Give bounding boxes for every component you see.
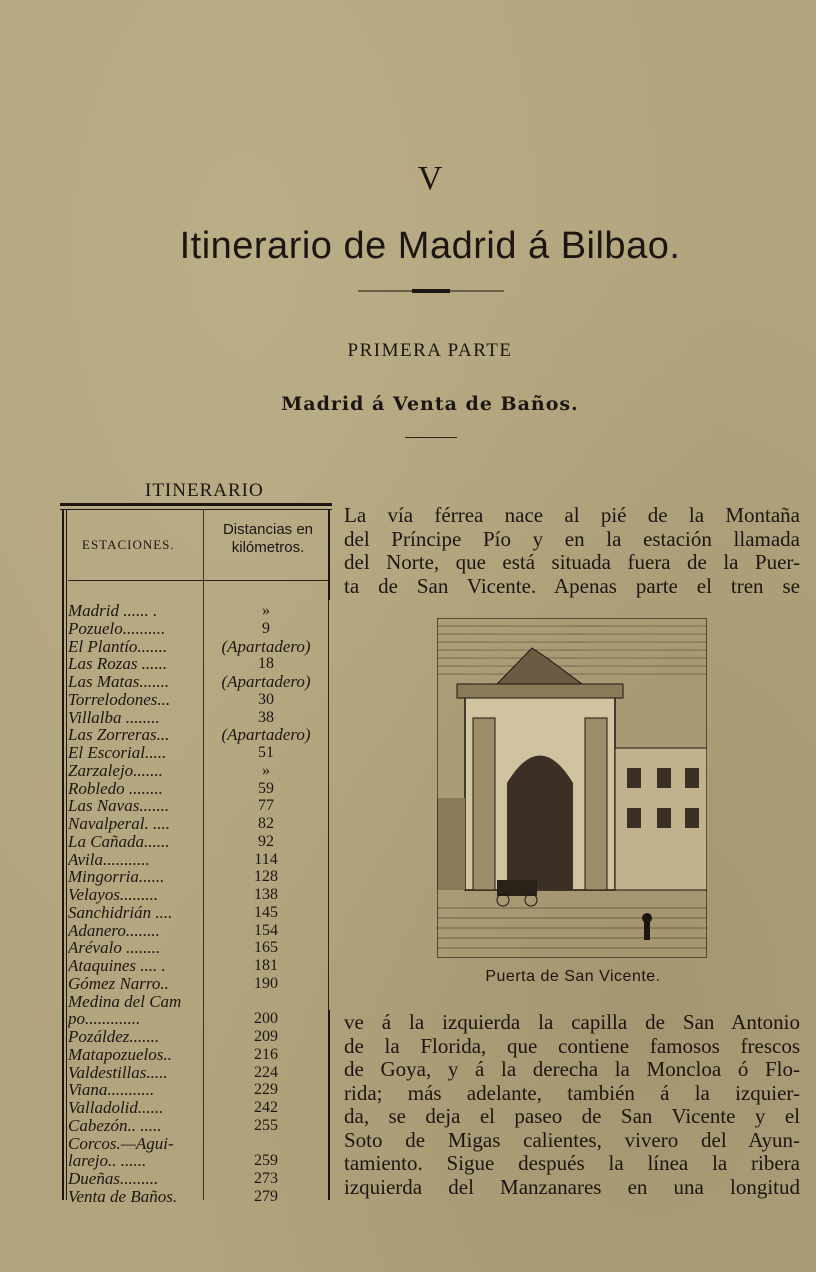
chapter-number: V: [417, 160, 443, 197]
station-name: Pozáldez.......: [68, 1027, 160, 1046]
station-name: Cabezón.. .....: [68, 1115, 162, 1135]
station-name: El Plantío.......: [68, 636, 168, 656]
station-name: Sanchidrián ....: [68, 902, 173, 922]
part-heading: PRIMERA PARTE: [347, 340, 513, 361]
header-distances-line1: Distancias en: [222, 521, 314, 538]
station-name: Robledo ........: [68, 778, 163, 798]
text-line: del Norte, que está situada fuera de la Puer-: [344, 550, 800, 574]
station-name: Avila...........: [68, 849, 150, 869]
station-name: Velayos.........: [68, 885, 159, 904]
station-name: Dueñas.........: [68, 1169, 159, 1188]
table-top-rule-thin: [60, 509, 332, 510]
title-ornament-rule: [358, 288, 504, 294]
station-distance: 9: [262, 619, 270, 637]
itinerary-table: [60, 503, 332, 1206]
station-name: Matapozuelos..: [68, 1044, 172, 1064]
station-name: Las Rozas ......: [68, 654, 168, 674]
station-name: Venta de Baños.: [68, 1186, 178, 1206]
station-distance: 18: [258, 655, 274, 673]
station-distance: 38: [258, 708, 274, 726]
station-name: Valdestillas.....: [68, 1062, 168, 1082]
station-distance: 145: [254, 903, 278, 921]
station-name: Gómez Narro..: [68, 973, 169, 993]
table-left-border: [62, 509, 64, 1200]
station-name: Valladolid......: [68, 1098, 164, 1117]
station-distance: 77: [258, 797, 274, 815]
text-line: Soto de Migas calientes, vivero del Ayun-: [344, 1127, 800, 1152]
station-distance: 255: [254, 1116, 278, 1134]
header-rule: [68, 580, 328, 581]
station-name: El Escorial.....: [68, 743, 167, 762]
station-distance: 273: [254, 1170, 278, 1187]
text-line: del Príncipe Pío y en la estación llamada: [344, 526, 800, 551]
header-distances-line2: kilómetros.: [231, 539, 305, 556]
station-distance: 51: [258, 744, 274, 761]
paragraph-intro: [344, 504, 800, 598]
station-distance: (Apartadero): [221, 672, 311, 691]
station-name: Adanero........: [68, 920, 160, 940]
header-distances: [208, 521, 328, 557]
station-name: La Cañada......: [68, 831, 170, 851]
station-distance: 154: [254, 921, 278, 939]
station-distance: »: [262, 602, 270, 619]
station-name: Las Matas.......: [68, 672, 170, 691]
station-name: Mingorria......: [68, 867, 165, 887]
station-name: Torrelodones...: [68, 689, 171, 709]
section-divider: [405, 437, 457, 438]
station-distance: 259: [254, 1152, 278, 1170]
station-distance: 165: [254, 939, 278, 957]
text-line: izquierda del Manzanares en una longitud: [344, 1174, 800, 1199]
station-name: Villalba ........: [68, 707, 160, 727]
station-distance: 200: [254, 1010, 278, 1028]
station-distance: 279: [254, 1187, 278, 1205]
text-line: La vía férrea nace al pié de la Montaña: [344, 503, 800, 527]
station-name: Pozuelo..........: [68, 618, 166, 638]
station-name: Las Navas.......: [68, 796, 170, 816]
station-distance: »: [262, 761, 270, 779]
station-distance: 114: [254, 850, 278, 868]
station-name: Las Zorreras...: [68, 725, 170, 745]
station-name: Ataquines .... .: [68, 956, 166, 975]
station-distance: 229: [254, 1081, 278, 1099]
station-name: Viana...........: [68, 1080, 155, 1100]
station-name: Medina del Cam: [68, 991, 182, 1011]
station-distance: 216: [254, 1045, 278, 1063]
text-line: tamiento. Sigue después la línea la ribera: [344, 1151, 800, 1175]
text-line: de Goya, y á la derecha la Moncloa ó Flo-: [344, 1057, 800, 1081]
station-distance: 209: [254, 1028, 278, 1045]
puerta-san-vicente-engraving: [437, 618, 707, 958]
station-distance: 190: [254, 974, 278, 992]
text-column-rule-bottom: [328, 1010, 330, 1200]
text-line: ve á la izquierda la capilla de San Antonio: [344, 1010, 800, 1034]
station-distance: 82: [258, 815, 274, 832]
station-distance: 138: [254, 886, 278, 903]
section-subtitle: Madrid á Venta de Baños.: [281, 393, 579, 415]
station-name: larejo.. ......: [68, 1151, 147, 1171]
text-column-rule-top: [328, 510, 330, 600]
station-name: po.............: [68, 1009, 141, 1029]
station-distance: 92: [258, 832, 274, 850]
paragraph-continued: [344, 1011, 800, 1199]
text-line: rida; más adelante, también á la izquier-: [344, 1080, 800, 1105]
figure-caption: Puerta de San Vicente.: [485, 968, 661, 985]
station-name: Zarzalejo.......: [68, 760, 163, 780]
itinerary-label: ITINERARIO: [145, 480, 264, 501]
text-line: da, se deja el paseo de San Vicente y el: [344, 1104, 800, 1128]
station-distance: (Apartadero): [221, 636, 311, 656]
text-line: ta de San Vicente. Apenas parte el tren se: [344, 573, 800, 598]
station-name: Madrid ...... .: [68, 601, 158, 620]
station-distance: 128: [254, 868, 278, 886]
station-name: Corcos.—Agui-: [68, 1133, 174, 1153]
station-name: Navalperal. ....: [68, 814, 170, 833]
station-distance: 59: [258, 779, 274, 797]
station-distance: (Apartadero): [221, 725, 311, 745]
text-line: de la Florida, que contiene famosos frescos: [344, 1033, 800, 1058]
station-distance: 30: [258, 690, 274, 708]
table-top-rule: [60, 503, 332, 506]
page-title: Itinerario de Madrid á Bilbao.: [179, 225, 681, 267]
station-distance: 242: [254, 1099, 278, 1116]
header-stations: ESTACIONES.: [82, 537, 175, 552]
table-row: [68, 1186, 332, 1207]
station-distance: 181: [254, 957, 278, 974]
station-distance: 224: [254, 1063, 278, 1081]
station-name: Arévalo ........: [68, 938, 161, 958]
table-left-border-inner: [66, 509, 67, 1200]
